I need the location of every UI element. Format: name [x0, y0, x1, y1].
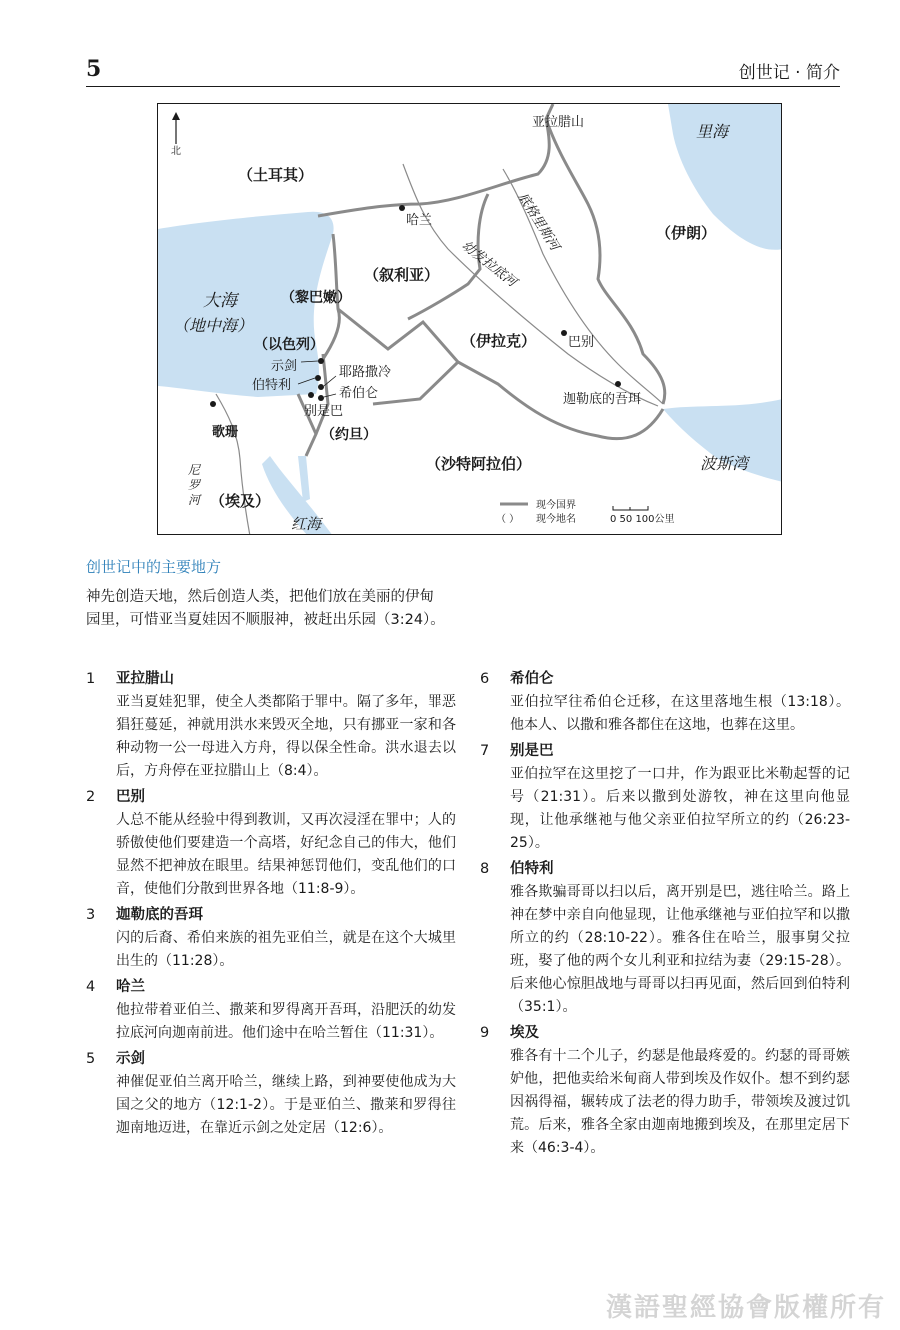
- section-heading: 创世记中的主要地方: [86, 558, 222, 576]
- svg-text:亚拉腊山: 亚拉腊山: [532, 115, 585, 130]
- place-beersheba: [304, 392, 343, 419]
- place-goshen: [210, 401, 239, 440]
- legend-paren-symbol: （ ）: [496, 514, 520, 525]
- entry-number: 6: [480, 671, 490, 687]
- nile-river: [216, 394, 250, 535]
- entry-text: 他拉带着亚伯兰、撒莱和罗得离开吾珥，沿肥沃的幼发拉底河向迦南前进。他们途中在哈兰暂住（11:31）。: [116, 1002, 456, 1041]
- entry-title: 希伯仑: [510, 671, 554, 687]
- entry-title: 亚拉腊山: [116, 671, 174, 687]
- svg-text:希伯仑: 希伯仑: [339, 386, 379, 401]
- entry-text: 闪的后裔、希伯来族的祖先亚伯兰，就是在这个大城里出生的（11:28）。: [116, 930, 456, 969]
- svg-text:哈兰: 哈兰: [406, 213, 433, 228]
- svg-text:伯特利: 伯特利: [252, 378, 292, 393]
- entry-title: 哈兰: [116, 979, 145, 995]
- euphrates-label: 幼发拉底河: [458, 238, 520, 291]
- entry-text: 雅各有十二个儿子，约瑟是他最疼爱的。约瑟的哥哥嫉妒他，把他卖给米甸商人带到埃及作奴仆。想不到约瑟因祸得福，辗转成了法老的得力助手，带领埃及渡过饥荒。后来，雅各全家由迦南地搬到埃及，在那里定居下来（46:3-4）。: [510, 1048, 850, 1156]
- entry-ararat: [86, 668, 456, 783]
- caspian-sea-label: 里海: [696, 122, 729, 141]
- running-title: 创世记 · 简介: [738, 63, 840, 83]
- entry-number: 5: [86, 1051, 96, 1067]
- entry-title: 别是巴: [510, 743, 554, 759]
- entry-haran: [86, 976, 456, 1045]
- entry-ur: [86, 904, 456, 973]
- iraq-label: （伊拉克）: [461, 332, 537, 350]
- entry-hebron: [480, 668, 850, 737]
- scale-bar: [613, 506, 648, 510]
- turkey-label: （土耳其）: [238, 166, 314, 184]
- map-legend: [496, 498, 675, 525]
- svg-text:示剑: 示剑: [271, 359, 298, 374]
- place-ararat: [532, 114, 584, 130]
- lebanon-label: （黎巴嫩）: [281, 290, 351, 306]
- entry-text: 神催促亚伯兰离开哈兰，继续上路，到神要使他成为大国之父的地方（12:1-2）。于是亚伯兰、撒莱和罗得往迦南地迈进，在靠近示剑之处定居（12:6）。: [116, 1074, 456, 1136]
- entry-number: 3: [86, 907, 96, 923]
- copyright-watermark: 漢語聖經協會版權所有: [605, 1293, 886, 1323]
- scale-label: 0 50 100公里: [610, 514, 675, 525]
- svg-text:迦勒底的吾珥: 迦勒底的吾珥: [563, 392, 642, 407]
- nile-label-1: 尼: [188, 463, 201, 477]
- egypt-label: （埃及）: [210, 492, 271, 510]
- entry-shechem: [86, 1048, 456, 1140]
- entry-text: 亚当夏娃犯罪，使全人类都陷于罪中。隔了多年，罪恶猖狂蔓延，神就用洪水来毁灭全地，只有挪亚一家和各种动物一公一母进入方舟，得以保全性命。洪水退去以后，方舟停在亚拉腊山上（8:4）。: [116, 694, 456, 779]
- red-sea-label: 红海: [291, 515, 322, 533]
- nile-label-3: 河: [188, 493, 201, 507]
- place-babel: [561, 330, 594, 350]
- entry-beersheba: [480, 740, 850, 855]
- saudi-label: （沙特阿拉伯）: [426, 455, 532, 473]
- iran-label: （伊朗）: [656, 224, 717, 242]
- place-ur: [563, 381, 641, 407]
- entry-number: 2: [86, 789, 96, 805]
- page-header: [86, 54, 840, 87]
- svg-text:别是巴: 别是巴: [304, 404, 344, 419]
- north-arrow-head: [172, 112, 180, 120]
- entry-number: 8: [480, 861, 490, 877]
- place-haran: [399, 205, 432, 228]
- intro-paragraph: 神先创造天地，然后创造人类，把他们放在美丽的伊甸园里，可惜亚当夏娃因不顺服神，被赶出乐园（3:24）。: [86, 589, 445, 628]
- entry-title: 埃及: [510, 1025, 539, 1041]
- syria-label: （叙利亚）: [364, 266, 440, 284]
- persian-gulf-label: 波斯湾: [700, 454, 749, 473]
- entry-number: 4: [86, 979, 96, 995]
- entries-left-column: [86, 668, 456, 1143]
- israel-label: （以色列）: [254, 337, 324, 353]
- entry-number: 7: [480, 743, 490, 759]
- tigris-label: 底格里斯河: [514, 190, 562, 254]
- legend-border-label: 现今国界: [536, 500, 576, 511]
- entries-right-column: [480, 668, 850, 1163]
- entry-title: 示剑: [116, 1051, 145, 1067]
- entry-text: 亚伯拉罕在这里挖了一口井，作为跟亚比米勒起誓的记号（21:31）。后来以撒到处游牧，神在这里向他显现，让他承继祂与他父亲亚伯拉罕所立的约（26:23-25）。: [510, 766, 850, 851]
- entry-number: 9: [480, 1025, 490, 1041]
- entry-title: 伯特利: [510, 861, 554, 877]
- border-iraq-iran: [546, 119, 665, 404]
- entry-egypt: [480, 1022, 850, 1160]
- mediterranean-label: 大海: [203, 291, 237, 311]
- nile-label-2: 罗: [188, 478, 201, 492]
- legend-modern-name-label: 现今地名: [536, 514, 576, 525]
- entry-text: 雅各欺骗哥哥以扫以后，离开别是巴，逃往哈兰。路上神在梦中亲自向他显现，让他承继祂与亚伯拉罕和以撒所立的约（28:10-22）。雅各住在哈兰，服事舅父拉班，娶了他的两个女儿利亚和拉结为妻（29:15-28）。后来他心惊胆战地与哥哥以扫再见面，然后回到伯特利（35:1）。: [510, 884, 850, 1015]
- svg-text:歌珊: 歌珊: [212, 425, 239, 440]
- entry-babel: [86, 786, 456, 901]
- north-label: 北: [171, 146, 181, 157]
- entry-title: 迦勒底的吾珥: [116, 907, 203, 923]
- entry-number: 1: [86, 671, 96, 687]
- mediterranean-alt-label: （地中海）: [173, 316, 254, 335]
- svg-text:耶路撒冷: 耶路撒冷: [339, 365, 392, 380]
- entry-text: 人总不能从经验中得到教训，又再次浸淫在罪中；人的骄傲使他们要建造一个高塔，好纪念自己的伟大，他们显然不把神放在眼里。结果神惩罚他们，变乱他们的口音，使他们分散到世界各地（11:8-9）。: [116, 812, 456, 897]
- entry-text: 亚伯拉罕往希伯仑迁移，在这里落地生根（13:18）。他本人、以撒和雅各都住在这地，也葬在这里。: [510, 694, 850, 733]
- genesis-map: [157, 103, 782, 535]
- entry-title: 巴别: [116, 789, 145, 805]
- page-number: 5: [86, 56, 102, 82]
- svg-text:巴别: 巴别: [568, 335, 595, 350]
- jordan-label: （约旦）: [321, 427, 377, 443]
- map-svg: [158, 104, 782, 535]
- entry-bethel: [480, 858, 850, 1019]
